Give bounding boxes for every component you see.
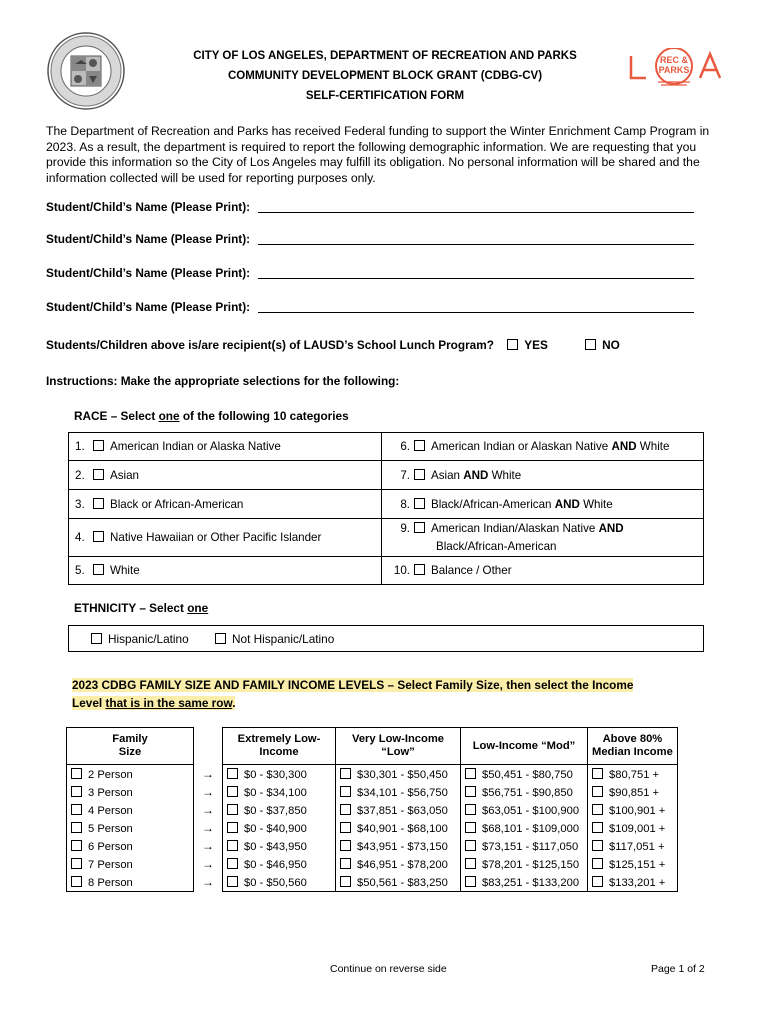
family-size-checkbox[interactable]	[71, 876, 82, 887]
header-line-3: SELF-CERTIFICATION FORM	[305, 90, 465, 102]
above-80-cell	[588, 837, 678, 855]
family-size-cell	[67, 783, 194, 801]
hispanic-checkbox[interactable]	[91, 633, 102, 644]
family-income-row	[67, 837, 678, 855]
race-title-pre: RACE – Select	[74, 409, 159, 423]
family-size-checkbox[interactable]	[71, 822, 82, 833]
above-80-checkbox[interactable]	[592, 858, 603, 869]
race-option-label: Native Hawaiian or Other Pacific Islander	[110, 531, 322, 544]
above-80-value: $90,851 +	[609, 786, 660, 799]
family-size-cell	[67, 765, 194, 784]
race-option-right	[382, 519, 704, 557]
low-income-value: $68,101 - $109,000	[482, 822, 580, 835]
low-income-cell	[461, 819, 588, 837]
low-income-checkbox[interactable]	[465, 822, 476, 833]
family-size-checkbox[interactable]	[71, 786, 82, 797]
very-low-value: $50,561 - $83,250	[357, 876, 448, 889]
very-low-checkbox[interactable]	[340, 876, 351, 887]
extremely-low-cell	[223, 837, 336, 855]
lunch-question-text: Students/Children above is/are recipient(s) of LAUSD’s School Lunch Program?	[46, 338, 494, 352]
family-size-label: 3 Person	[88, 786, 133, 799]
low-income-checkbox[interactable]	[465, 858, 476, 869]
extremely-low-cell	[223, 765, 336, 784]
cdbg-title-line-2-underlined: that is in the same row	[105, 696, 233, 710]
above-80-cell	[588, 873, 678, 892]
very-low-checkbox[interactable]	[340, 840, 351, 851]
family-income-row	[67, 819, 678, 837]
very-low-checkbox[interactable]	[340, 858, 351, 869]
race-option-number: 5.	[75, 564, 85, 577]
extremely-low-checkbox[interactable]	[227, 804, 238, 815]
above-80-cell	[588, 801, 678, 819]
race-option-label: American Indian or Alaska Native	[110, 440, 281, 453]
low-income-value: $78,201 - $125,150	[482, 858, 580, 871]
race-row	[69, 557, 704, 585]
above-80-cell	[588, 765, 678, 784]
above-80-cell	[588, 855, 678, 873]
low-income-value: $56,751 - $90,850	[482, 786, 573, 799]
very-low-cell	[336, 783, 461, 801]
header-very-line2: “Low”	[381, 746, 415, 758]
intro-text: The Department of Recreation and Parks has received Federal funding to support the Winter Enrichment Camp Program in 2023. As a result, the department is required to report the following demographic information. We are requesting that you provide this information so the City of Los Angeles may fulfill its obligation. No personal information will be shared and the information collected will be used for reporting purposes only.	[46, 124, 710, 185]
very-low-value: $43,951 - $73,150	[357, 840, 448, 853]
cdbg-title-line-2-pre: Level	[72, 696, 106, 710]
student-name-field-2[interactable]	[46, 232, 694, 246]
very-low-cell	[336, 801, 461, 819]
low-income-cell	[461, 783, 588, 801]
low-income-value: $73,151 - $117,050	[482, 840, 579, 853]
race-option-label-and: AND	[554, 497, 580, 511]
student-name-field-4[interactable]	[46, 300, 694, 314]
extremely-low-checkbox[interactable]	[227, 822, 238, 833]
student-name-blank[interactable]	[258, 200, 694, 213]
not-hispanic-label: Not Hispanic/Latino	[232, 632, 335, 646]
ethnicity-title-pre: ETHNICITY – Select	[74, 601, 188, 615]
race-row	[69, 461, 704, 490]
family-size-label: 8 Person	[88, 876, 133, 889]
header-low-line1: Low-Income “Mod”	[472, 739, 576, 752]
header-above-line2: Median Income	[592, 746, 673, 758]
family-size-label: 4 Person	[88, 804, 133, 817]
above-80-cell	[588, 783, 678, 801]
header-family-line2: Size	[118, 746, 142, 758]
extremely-low-cell	[223, 855, 336, 873]
extremely-low-value: $0 - $43,950	[244, 840, 307, 853]
race-option-left	[69, 433, 382, 461]
very-low-cell	[336, 765, 461, 784]
extremely-low-checkbox[interactable]	[227, 858, 238, 869]
race-option-number: 2.	[75, 468, 85, 482]
race-title	[74, 409, 349, 423]
cdbg-title-line-1: 2023 CDBG FAMILY SIZE AND FAMILY INCOME LEVELS – Select Family Size, then select the Income	[72, 678, 634, 692]
race-checkbox[interactable]	[93, 531, 104, 542]
race-option-right	[382, 557, 704, 585]
lunch-no-checkbox[interactable]	[585, 339, 596, 350]
lunch-yes-checkbox[interactable]	[507, 339, 518, 350]
extremely-low-value: $0 - $37,850	[244, 804, 307, 817]
header-above-line1: Above 80%	[602, 733, 663, 745]
family-size-cell	[67, 873, 194, 892]
header-family-size	[67, 728, 194, 765]
instructions: Instructions: Make the appropriate selections for the following:	[46, 374, 400, 388]
extremely-low-cell	[223, 873, 336, 892]
ethnicity-title	[74, 601, 208, 615]
family-size-cell	[67, 819, 194, 837]
race-option-left	[69, 490, 382, 519]
city-seal-logo	[47, 32, 125, 110]
race-title-post: of the following 10 categories	[179, 409, 349, 423]
lunch-no-label: NO	[602, 338, 620, 352]
above-80-checkbox[interactable]	[592, 786, 603, 797]
race-row	[69, 490, 704, 519]
extremely-low-checkbox[interactable]	[227, 786, 238, 797]
very-low-value: $30,301 - $50,450	[357, 768, 448, 781]
race-option-label-post: Black/African-American	[436, 539, 557, 553]
extremely-low-checkbox[interactable]	[227, 768, 238, 779]
extremely-low-cell	[223, 801, 336, 819]
race-option-label-and: AND	[598, 521, 624, 535]
family-income-table	[66, 727, 678, 892]
above-80-value: $133,201 +	[609, 876, 666, 889]
race-option-right	[382, 490, 704, 519]
family-size-label: 6 Person	[88, 840, 133, 853]
cdbg-income-title	[72, 676, 692, 712]
above-80-checkbox[interactable]	[592, 876, 603, 887]
low-income-checkbox[interactable]	[465, 804, 476, 815]
extremely-low-cell	[223, 819, 336, 837]
race-option-right	[382, 433, 704, 461]
family-size-checkbox[interactable]	[71, 858, 82, 869]
extremely-low-value: $0 - $40,900	[244, 822, 307, 835]
lunch-program-question	[46, 338, 620, 352]
family-size-cell	[67, 801, 194, 819]
race-checkbox[interactable]	[414, 469, 425, 480]
ethnicity-box	[68, 625, 704, 652]
above-80-value: $100,901 +	[609, 804, 666, 817]
race-option-number: 10.	[393, 564, 410, 577]
very-low-checkbox[interactable]	[340, 786, 351, 797]
above-80-checkbox[interactable]	[592, 804, 603, 815]
header-extremely-line2: Income	[259, 746, 299, 758]
row-arrow-icon: →	[202, 839, 214, 853]
very-low-value: $37,851 - $63,050	[357, 804, 448, 817]
header-line-2: COMMUNITY DEVELOPMENT BLOCK GRANT (CDBG-CV)	[227, 70, 543, 82]
very-low-checkbox[interactable]	[340, 804, 351, 815]
race-option-label-pre: Balance / Other	[431, 564, 512, 577]
logo-parks-text: PARKS	[658, 65, 690, 75]
low-income-cell	[461, 837, 588, 855]
row-arrow-icon: →	[202, 766, 214, 781]
race-option-label-pre: Asian	[431, 468, 464, 482]
race-title-one: one	[158, 409, 180, 423]
family-size-cell	[67, 855, 194, 873]
extremely-low-checkbox[interactable]	[227, 840, 238, 851]
race-option-label: Black or African-American	[110, 497, 244, 511]
very-low-value: $40,901 - $68,100	[357, 822, 448, 835]
extremely-low-checkbox[interactable]	[227, 876, 238, 887]
family-income-row	[67, 765, 678, 784]
low-income-checkbox[interactable]	[465, 840, 476, 851]
family-size-label: 2 Person	[88, 768, 133, 781]
race-option-left	[69, 461, 382, 490]
family-size-cell	[67, 837, 194, 855]
low-income-checkbox[interactable]	[465, 786, 476, 797]
low-income-value: $83,251 - $133,200	[482, 876, 580, 889]
above-80-checkbox[interactable]	[592, 840, 603, 851]
student-name-field-1[interactable]	[46, 200, 694, 214]
family-size-label: 5 Person	[88, 822, 133, 835]
race-option-left	[69, 519, 382, 557]
above-80-value: $109,001 +	[609, 822, 666, 835]
race-option-number: 4.	[75, 531, 85, 544]
race-option-label-pre: American Indian or Alaskan Native	[431, 440, 612, 453]
low-income-cell	[461, 873, 588, 892]
race-row	[69, 519, 704, 557]
very-low-cell	[336, 855, 461, 873]
extremely-low-value: $0 - $50,560	[244, 876, 307, 889]
student-name-blank[interactable]	[258, 300, 694, 313]
race-option-label-and: AND	[611, 440, 637, 453]
header-very-line1: Very Low-Income	[351, 733, 444, 745]
race-option-right	[382, 461, 704, 490]
not-hispanic-checkbox[interactable]	[215, 633, 226, 644]
header-above-80	[588, 728, 678, 765]
student-name-label: Student/Child’s Name (Please Print):	[46, 200, 251, 214]
cdbg-title-line-2-post: .	[232, 696, 236, 710]
race-option-label: White	[110, 564, 140, 577]
very-low-value: $46,951 - $78,200	[357, 858, 448, 871]
above-80-cell	[588, 819, 678, 837]
race-option-label: Asian	[110, 468, 140, 482]
row-arrow-icon: →	[202, 785, 214, 799]
race-option-label-pre: Black/African-American	[431, 497, 555, 511]
family-size-label: 7 Person	[88, 858, 133, 871]
race-checkbox[interactable]	[93, 440, 104, 451]
very-low-checkbox[interactable]	[340, 822, 351, 833]
student-name-label: Student/Child’s Name (Please Print):	[46, 300, 251, 314]
race-option-label-pre: American Indian/Alaskan Native	[431, 521, 599, 535]
row-arrow-icon: →	[202, 803, 214, 817]
low-income-value: $50,451 - $80,750	[482, 768, 573, 781]
header-family-line1: Family	[112, 733, 148, 745]
above-80-value: $117,051 +	[609, 840, 665, 853]
race-option-label-post: White	[488, 468, 522, 482]
low-income-cell	[461, 801, 588, 819]
race-table	[68, 432, 704, 585]
student-name-field-3[interactable]	[46, 266, 694, 280]
ethnicity-title-one: one	[187, 601, 209, 615]
race-option-label-and: AND	[463, 468, 489, 482]
logo-rec-text: REC &	[659, 55, 689, 65]
intro-paragraph	[46, 124, 726, 186]
extremely-low-value: $0 - $34,100	[244, 786, 307, 799]
race-checkbox[interactable]	[414, 440, 425, 451]
student-name-label: Student/Child’s Name (Please Print):	[46, 266, 251, 280]
student-name-label: Student/Child’s Name (Please Print):	[46, 232, 251, 246]
race-option-number: 1.	[75, 440, 85, 453]
race-option-left	[69, 557, 382, 585]
race-checkbox[interactable]	[93, 564, 104, 575]
race-option-label-post: White	[636, 440, 670, 453]
low-income-checkbox[interactable]	[465, 876, 476, 887]
race-row	[69, 433, 704, 461]
extremely-low-value: $0 - $30,300	[244, 768, 307, 781]
row-arrow-icon: →	[202, 875, 214, 890]
extremely-low-cell	[223, 783, 336, 801]
very-low-value: $34,101 - $56,750	[357, 786, 448, 799]
footer-continue: Continue on reverse side	[330, 963, 447, 975]
family-income-row	[67, 783, 678, 801]
footer-page-number: Page 1 of 2	[651, 963, 705, 975]
extremely-low-value: $0 - $46,950	[244, 858, 307, 871]
row-arrow-icon: →	[202, 821, 214, 835]
very-low-cell	[336, 819, 461, 837]
low-income-checkbox[interactable]	[465, 768, 476, 779]
family-income-row	[67, 801, 678, 819]
hispanic-label: Hispanic/Latino	[108, 632, 189, 646]
header-extremely-low	[223, 728, 336, 765]
race-checkbox[interactable]	[93, 469, 104, 480]
above-80-value: $80,751 +	[609, 768, 660, 781]
race-checkbox[interactable]	[93, 498, 104, 509]
very-low-cell	[336, 837, 461, 855]
very-low-cell	[336, 873, 461, 892]
low-income-value: $63,051 - $100,900	[482, 804, 580, 817]
header-low-income-mod	[461, 728, 588, 765]
race-checkbox[interactable]	[414, 498, 425, 509]
race-option-number: 6.	[400, 440, 410, 453]
family-size-checkbox[interactable]	[71, 840, 82, 851]
family-income-row	[67, 873, 678, 892]
family-size-checkbox[interactable]	[71, 804, 82, 815]
above-80-checkbox[interactable]	[592, 768, 603, 779]
row-arrow-icon: →	[202, 857, 214, 871]
low-income-cell	[461, 765, 588, 784]
family-income-row	[67, 855, 678, 873]
student-name-blank[interactable]	[258, 266, 694, 279]
race-checkbox[interactable]	[414, 564, 425, 575]
race-option-label-post: White	[579, 497, 613, 511]
race-option-number: 9.	[400, 521, 410, 535]
student-name-blank[interactable]	[258, 232, 694, 245]
very-low-checkbox[interactable]	[340, 768, 351, 779]
family-size-checkbox[interactable]	[71, 768, 82, 779]
header-very-low	[336, 728, 461, 765]
race-option-number: 8.	[400, 497, 410, 511]
race-option-number: 3.	[75, 497, 85, 511]
header-extremely-line1: Extremely Low-	[237, 733, 321, 745]
above-80-value: $125,151 +	[609, 858, 666, 871]
above-80-checkbox[interactable]	[592, 822, 603, 833]
lunch-yes-label: YES	[524, 338, 548, 352]
race-checkbox[interactable]	[414, 522, 425, 533]
race-option-number: 7.	[400, 468, 410, 482]
rec-and-parks-logo	[628, 48, 724, 88]
low-income-cell	[461, 855, 588, 873]
header-line-1: CITY OF LOS ANGELES, DEPARTMENT OF RECREATION AND PARKS	[193, 50, 577, 62]
